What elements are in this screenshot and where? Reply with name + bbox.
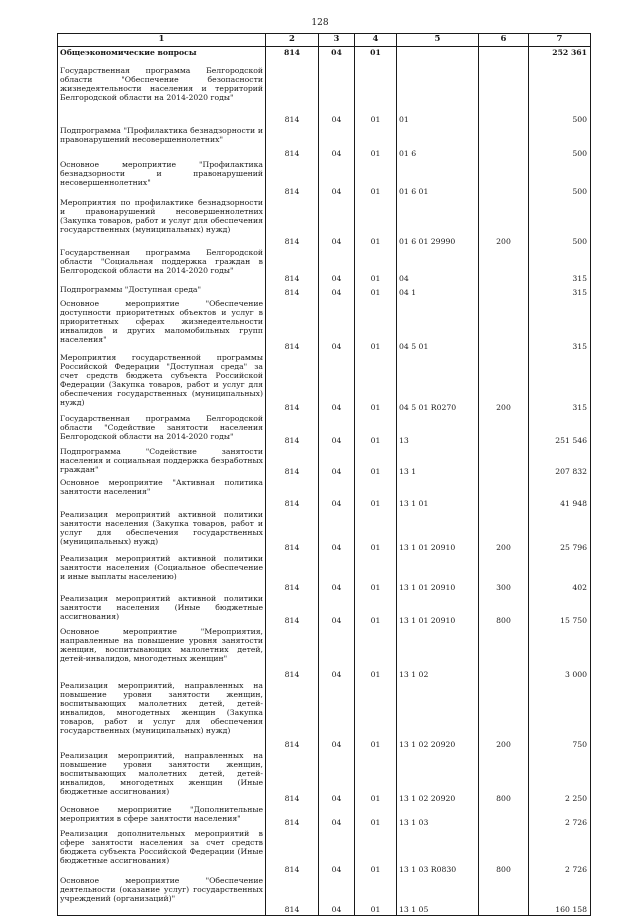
row-amount: 315 [529, 352, 591, 413]
row-amount: 2 726 [529, 828, 591, 875]
row-ministry-code: 814 [266, 875, 319, 916]
row-subsection-code: 01 [355, 65, 397, 125]
row-expense-type [479, 247, 529, 284]
header-ministry: 2 [266, 34, 319, 47]
row-ministry-code: 814 [266, 626, 319, 680]
row-name: Мероприятия по профилактике безнадзорности и правонарушений несовершеннолетних (Закупка товаров, работ и услуг для обеспечения государственных (муниципальных) нужд) [58, 197, 266, 247]
row-subsection-code: 01 [355, 477, 397, 509]
table-body [58, 46, 591, 915]
row-amount: 41 948 [529, 477, 591, 509]
row-name: Основное мероприятие "Обеспечение доступности приоритетных объектов и услуг в приоритетных сферах жизнедеятельности инвалидов и других маломобильных групп населения" [58, 298, 266, 352]
row-section-code: 04 [319, 284, 355, 298]
table-row [58, 750, 591, 804]
row-expense-type [479, 46, 529, 65]
row-name: Государственная программа Белгородской области "Содействие занятости населения Белгородской области на 2014-2020 годы" [58, 413, 266, 446]
row-ministry-code: 814 [266, 446, 319, 477]
row-subsection-code: 01 [355, 46, 397, 65]
row-amount: 3 000 [529, 626, 591, 680]
row-section-code: 04 [319, 159, 355, 197]
row-subsection-code: 01 [355, 553, 397, 593]
row-amount: 500 [529, 125, 591, 159]
row-subsection-code: 01 [355, 352, 397, 413]
table-header-row [58, 34, 591, 47]
row-section-code: 04 [319, 750, 355, 804]
row-amount: 2 726 [529, 804, 591, 828]
row-target-article [397, 46, 479, 65]
row-name: Государственная программа Белгородской области "Социальная поддержка граждан в Белгородской области на 2014-2020 годы" [58, 247, 266, 284]
header-target-article: 5 [397, 34, 479, 47]
header-amount: 7 [529, 34, 591, 47]
row-name: Подпрограммы "Доступная среда" [58, 284, 266, 298]
row-expense-type [479, 413, 529, 446]
row-expense-type: 800 [479, 828, 529, 875]
row-subsection-code: 01 [355, 298, 397, 352]
row-expense-type [479, 298, 529, 352]
row-section-code: 04 [319, 680, 355, 750]
row-subsection-code: 01 [355, 446, 397, 477]
table-row [58, 197, 591, 247]
row-amount: 750 [529, 680, 591, 750]
row-ministry-code: 814 [266, 477, 319, 509]
table-row [58, 875, 591, 916]
row-ministry-code: 814 [266, 125, 319, 159]
row-amount: 25 796 [529, 509, 591, 553]
table-row [58, 284, 591, 298]
row-target-article: 13 1 03 [397, 804, 479, 828]
row-expense-type [479, 477, 529, 509]
row-section-code: 04 [319, 593, 355, 626]
row-expense-type [479, 804, 529, 828]
table-row [58, 477, 591, 509]
row-target-article: 13 1 02 20920 [397, 680, 479, 750]
row-name: Основное мероприятие "Активная политика занятости населения" [58, 477, 266, 509]
row-target-article: 04 1 [397, 284, 479, 298]
table-row [58, 626, 591, 680]
row-section-code: 04 [319, 553, 355, 593]
table-row [58, 553, 591, 593]
row-ministry-code: 814 [266, 247, 319, 284]
row-expense-type [479, 626, 529, 680]
row-name: Подпрограмма "Содействие занятости населения и социальная поддержка безработных граждан" [58, 446, 266, 477]
row-amount: 315 [529, 247, 591, 284]
table-row [58, 593, 591, 626]
header-expense-type: 6 [479, 34, 529, 47]
row-section-code: 04 [319, 65, 355, 125]
row-section-code: 04 [319, 125, 355, 159]
header-subsection: 4 [355, 34, 397, 47]
row-subsection-code: 01 [355, 680, 397, 750]
row-name: Реализация мероприятий активной политики занятости населения (Социальное обеспечение и иные выплаты населению) [58, 553, 266, 593]
row-target-article: 13 1 05 [397, 875, 479, 916]
row-expense-type: 800 [479, 750, 529, 804]
row-expense-type: 200 [479, 680, 529, 750]
table-row [58, 413, 591, 446]
row-ministry-code: 814 [266, 553, 319, 593]
row-target-article: 13 1 [397, 446, 479, 477]
row-target-article: 13 1 02 20920 [397, 750, 479, 804]
row-subsection-code: 01 [355, 159, 397, 197]
row-name: Основное мероприятие "Дополнительные мероприятия в сфере занятости населения" [58, 804, 266, 828]
table-row [58, 65, 591, 125]
row-amount: 315 [529, 284, 591, 298]
row-ministry-code: 814 [266, 828, 319, 875]
row-target-article: 13 1 01 20910 [397, 553, 479, 593]
table-row [58, 828, 591, 875]
table-row [58, 804, 591, 828]
table-row [58, 352, 591, 413]
row-ministry-code: 814 [266, 352, 319, 413]
row-ministry-code: 814 [266, 197, 319, 247]
row-amount: 402 [529, 553, 591, 593]
row-ministry-code: 814 [266, 804, 319, 828]
row-expense-type: 800 [479, 593, 529, 626]
row-name: Основное мероприятие "Профилактика безнадзорности и правонарушений несовершеннолетних" [58, 159, 266, 197]
row-ministry-code: 814 [266, 159, 319, 197]
row-name: Реализация мероприятий активной политики занятости населения (Закупка товаров, работ и услуг для обеспечения государственных (муниципальных) нужд) [58, 509, 266, 553]
row-target-article: 04 5 01 R0270 [397, 352, 479, 413]
row-name: Реализация дополнительных мероприятий в сфере занятости населения за счет средств бюджета субъекта Российской Федерации (Иные бюджетные ассигнования) [58, 828, 266, 875]
row-section-code: 04 [319, 446, 355, 477]
row-amount: 2 250 [529, 750, 591, 804]
row-ministry-code: 814 [266, 509, 319, 553]
row-name: Реализация мероприятий активной политики занятости населения (Иные бюджетные ассигнования) [58, 593, 266, 626]
row-expense-type: 200 [479, 509, 529, 553]
row-name: Подпрограмма "Профилактика безнадзорности и правонарушений несовершеннолетних" [58, 125, 266, 159]
row-section-code: 04 [319, 828, 355, 875]
row-section-code: 04 [319, 626, 355, 680]
row-amount: 251 546 [529, 413, 591, 446]
row-section-code: 04 [319, 509, 355, 553]
row-target-article: 04 5 01 [397, 298, 479, 352]
row-expense-type: 200 [479, 352, 529, 413]
table-row [58, 247, 591, 284]
row-subsection-code: 01 [355, 828, 397, 875]
row-name: Общеэкономические вопросы [58, 46, 266, 65]
row-amount: 207 832 [529, 446, 591, 477]
row-amount: 160 158 [529, 875, 591, 916]
row-section-code: 04 [319, 247, 355, 284]
row-subsection-code: 01 [355, 750, 397, 804]
row-ministry-code: 814 [266, 413, 319, 446]
row-ministry-code: 814 [266, 593, 319, 626]
row-expense-type [479, 65, 529, 125]
row-name: Основное мероприятие "Мероприятия, направленные на повышение уровня занятости женщин, воспитывающих малолетних детей, детей-инвалидов, многодетных женщин" [58, 626, 266, 680]
row-target-article: 04 [397, 247, 479, 284]
row-expense-type: 200 [479, 197, 529, 247]
row-subsection-code: 01 [355, 413, 397, 446]
row-expense-type [479, 446, 529, 477]
row-subsection-code: 01 [355, 626, 397, 680]
row-target-article: 01 6 01 29990 [397, 197, 479, 247]
row-name: Основное мероприятие "Обеспечение деятельности (оказание услуг) государственных учреждений (организаций)" [58, 875, 266, 916]
row-name: Государственная программа Белгородской области "Обеспечение безопасности жизнедеятельности населения и территорий Белгородской области на 2014-2020 годы" [58, 65, 266, 125]
table-row [58, 446, 591, 477]
table-row [58, 680, 591, 750]
row-target-article: 01 6 [397, 125, 479, 159]
row-expense-type [479, 125, 529, 159]
row-subsection-code: 01 [355, 804, 397, 828]
row-subsection-code: 01 [355, 247, 397, 284]
page-number: 128 [311, 18, 329, 28]
row-name: Реализация мероприятий, направленных на повышение уровня занятости женщин, воспитывающих малолетних детей, детей-инвалидов, многодетных женщин (Закупка товаров, работ и услуг для обеспечения государственных (муниципальных) нужд) [58, 680, 266, 750]
row-target-article: 13 1 01 [397, 477, 479, 509]
row-target-article: 01 6 01 [397, 159, 479, 197]
row-subsection-code: 01 [355, 509, 397, 553]
row-subsection-code: 01 [355, 284, 397, 298]
row-section-code: 04 [319, 804, 355, 828]
row-subsection-code: 01 [355, 125, 397, 159]
row-section-code: 04 [319, 197, 355, 247]
row-section-code: 04 [319, 477, 355, 509]
row-name: Реализация мероприятий, направленных на повышение уровня занятости женщин, воспитывающих малолетних детей, детей-инвалидов, многодетных женщин (Иные бюджетные ассигнования) [58, 750, 266, 804]
row-target-article: 13 1 01 20910 [397, 593, 479, 626]
row-ministry-code: 814 [266, 750, 319, 804]
row-section-code: 04 [319, 413, 355, 446]
row-subsection-code: 01 [355, 593, 397, 626]
row-section-code: 04 [319, 875, 355, 916]
row-amount: 315 [529, 298, 591, 352]
row-amount: 500 [529, 197, 591, 247]
row-amount: 500 [529, 159, 591, 197]
row-subsection-code: 01 [355, 875, 397, 916]
header-section: 3 [319, 34, 355, 47]
row-ministry-code: 814 [266, 284, 319, 298]
header-name: 1 [58, 34, 266, 47]
row-amount: 252 361 [529, 46, 591, 65]
row-section-code: 04 [319, 298, 355, 352]
row-amount: 15 750 [529, 593, 591, 626]
row-subsection-code: 01 [355, 197, 397, 247]
row-expense-type [479, 875, 529, 916]
table-row [58, 509, 591, 553]
row-amount: 500 [529, 65, 591, 125]
table-row [58, 125, 591, 159]
row-expense-type [479, 284, 529, 298]
row-expense-type [479, 159, 529, 197]
table-row [58, 159, 591, 197]
row-ministry-code: 814 [266, 65, 319, 125]
budget-table [57, 33, 591, 916]
row-target-article: 13 [397, 413, 479, 446]
row-ministry-code: 814 [266, 46, 319, 65]
row-target-article: 13 1 02 [397, 626, 479, 680]
row-section-code: 04 [319, 46, 355, 65]
row-target-article: 13 1 03 R0830 [397, 828, 479, 875]
row-target-article: 13 1 01 20910 [397, 509, 479, 553]
row-name: Мероприятия государственной программы Российской Федерации "Доступная среда" за счет средств бюджета субъекта Российской Федерации (Закупка товаров, работ и услуг для обеспечения государственных (муниципальных) нужд) [58, 352, 266, 413]
row-ministry-code: 814 [266, 298, 319, 352]
row-target-article: 01 [397, 65, 479, 125]
row-expense-type: 300 [479, 553, 529, 593]
table-row [58, 46, 591, 65]
row-ministry-code: 814 [266, 680, 319, 750]
table-row [58, 298, 591, 352]
row-section-code: 04 [319, 352, 355, 413]
